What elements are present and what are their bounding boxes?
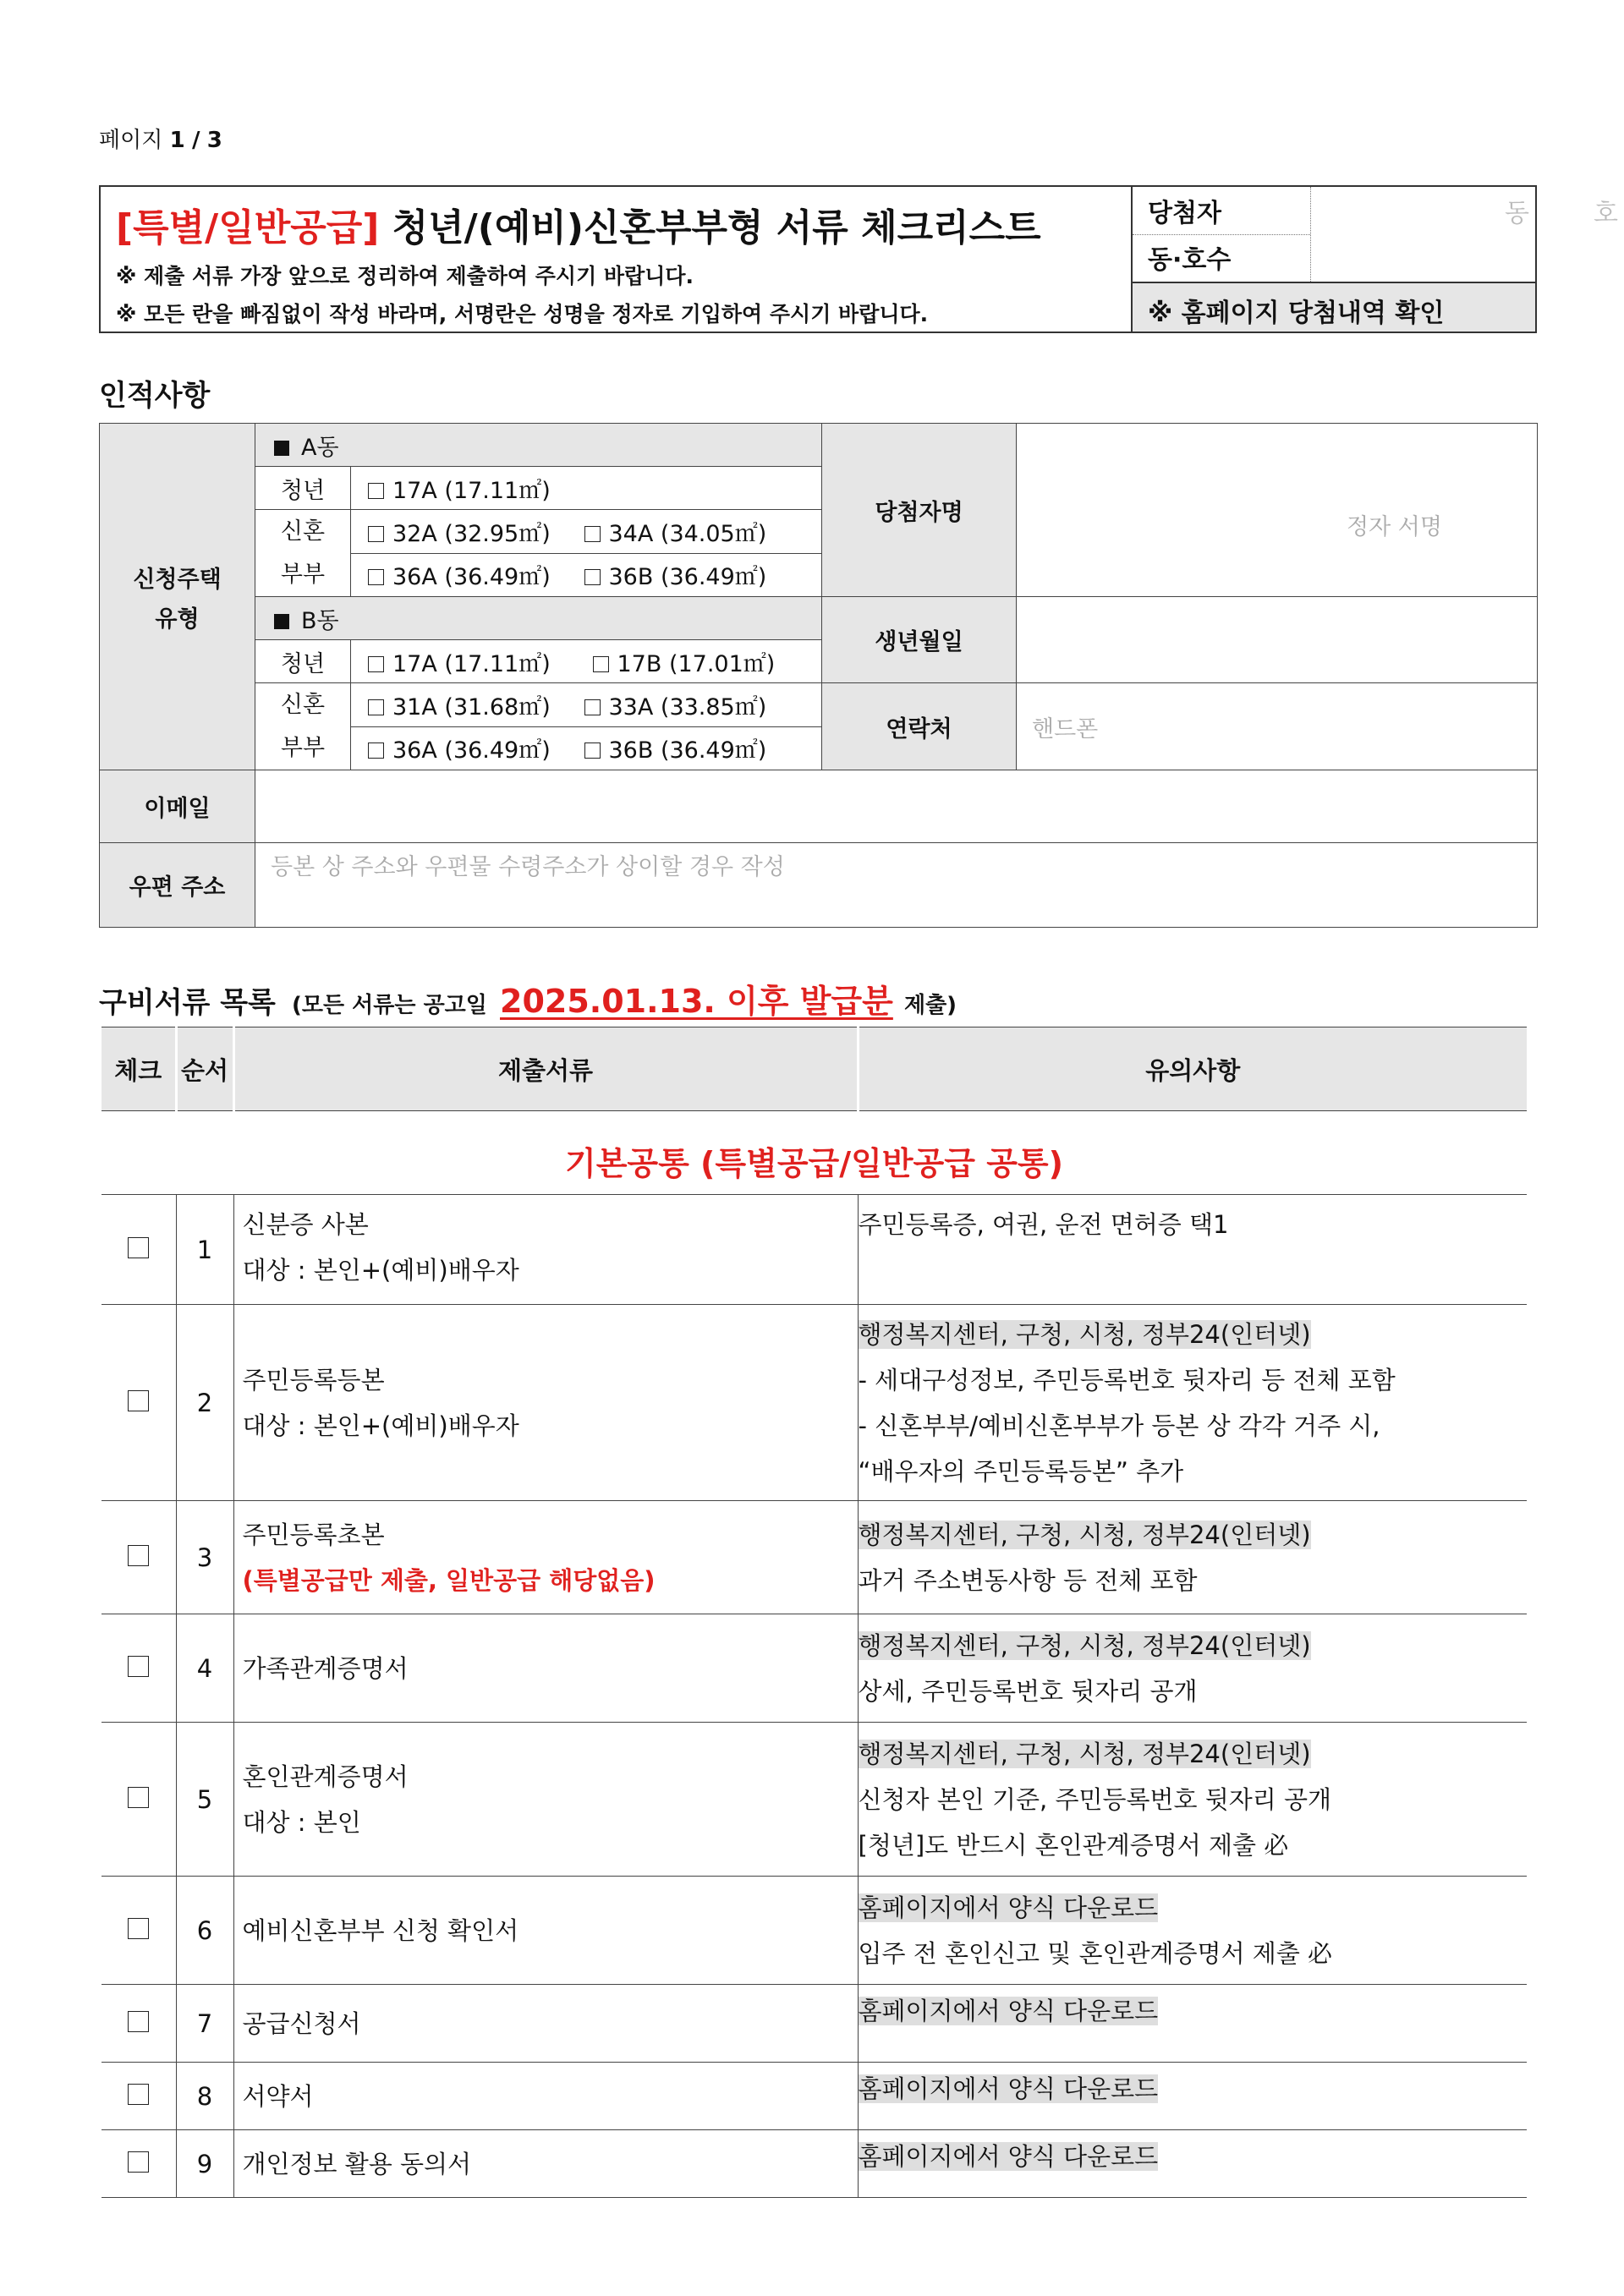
row-checkbox[interactable] xyxy=(102,2063,176,2130)
row-notes: 홈페이지에서 양식 다운로드 입주 전 혼인신고 및 혼인관계증명서 제출 必 xyxy=(858,1877,1527,1985)
table-row xyxy=(102,2130,1527,2198)
row-notes: 홈페이지에서 양식 다운로드 xyxy=(858,2130,1527,2198)
postal-label: 우편 주소 xyxy=(100,843,255,928)
filled-square-icon xyxy=(274,614,289,629)
row-document: 서약서 xyxy=(233,2063,858,2130)
row-number: 2 xyxy=(176,1305,233,1501)
checkbox-icon[interactable] xyxy=(128,1390,149,1411)
birth-label: 생년월일 xyxy=(822,597,1017,683)
checkbox-icon[interactable] xyxy=(368,569,384,585)
checkbox-icon[interactable] xyxy=(368,699,384,715)
row-notes: 행정복지센터, 구청, 시청, 정부24(인터넷) 신청자 본인 기준, 주민등록번호 뒷자리 공개 [청년]도 반드시 혼인관계증명서 제출 必 xyxy=(858,1723,1527,1877)
b-youth-label: 청년 xyxy=(255,640,351,683)
row-checkbox[interactable] xyxy=(102,1195,176,1305)
housing-type-label: 신청주택 유형 xyxy=(100,424,255,770)
checkbox-icon[interactable] xyxy=(368,483,384,499)
row-notes: 행정복지센터, 구청, 시청, 정부24(인터넷) - 세대구성정보, 주민등록번호 뒷자리 등 전체 포함 - 신혼부부/예비신혼부부가 등본 상 각각 거주 시, “배우자의 주민등록등본” 추가 xyxy=(858,1305,1527,1501)
contact-placeholder: 핸드폰 xyxy=(1032,715,1099,743)
table-row xyxy=(102,1723,1527,1877)
row-number: 3 xyxy=(176,1501,233,1614)
row-number: 8 xyxy=(176,2063,233,2130)
page-separator: / xyxy=(191,128,200,153)
row-document: 신분증 사본 대상 : 본인+(예비)배우자 xyxy=(233,1195,858,1305)
option-b-17a[interactable]: 17A (17.11㎡) xyxy=(351,640,584,683)
table-row xyxy=(102,2063,1527,2130)
table-row xyxy=(102,1195,1527,1305)
row-notes: 행정복지센터, 구청, 시청, 정부24(인터넷) 과거 주소변동사항 등 전체 포함 xyxy=(858,1501,1527,1614)
checkbox-icon[interactable] xyxy=(368,743,384,759)
row-document: 주민등록초본 (특별공급만 제출, 일반공급 해당없음) xyxy=(233,1501,858,1614)
personal-info-table xyxy=(99,423,1538,928)
row-notes: 홈페이지에서 양식 다운로드 xyxy=(858,2063,1527,2130)
homepage-note: ※ 홈페이지 당첨내역 확인 xyxy=(1133,282,1535,332)
winner-label: 당첨자 xyxy=(1133,187,1310,235)
header-note-1: ※ 제출 서류 가장 앞으로 정리하여 제출하여 주시기 바랍니다. xyxy=(116,264,694,288)
documents-subtitle-pre: (모든 서류는 공고일 xyxy=(292,993,487,1018)
checkbox-icon[interactable] xyxy=(584,699,601,715)
option-b-36b[interactable]: 36B (36.49㎡) xyxy=(584,726,822,770)
table-row xyxy=(102,1614,1527,1723)
documents-table xyxy=(102,1027,1527,2198)
a-building-header: A동 xyxy=(255,424,822,467)
option-a-17a[interactable]: 17A (17.11㎡) xyxy=(351,467,822,510)
issue-date-highlight: 2025.01.13. 이후 발급분 xyxy=(500,983,893,1020)
row-document: 혼인관계증명서 대상 : 본인 xyxy=(233,1723,858,1877)
table-row xyxy=(102,1305,1527,1501)
col-check-header: 체크 xyxy=(102,1027,176,1111)
col-order-header: 순서 xyxy=(176,1027,233,1111)
checkbox-icon[interactable] xyxy=(584,743,601,759)
winner-name-label: 당첨자명 xyxy=(822,424,1017,597)
documents-section-title: 구비서류 목록 xyxy=(99,986,276,1020)
row-checkbox[interactable] xyxy=(102,1723,176,1877)
winner-name-field[interactable] xyxy=(1017,424,1538,597)
checkbox-icon[interactable] xyxy=(584,526,601,542)
row-document: 가족관계증명서 xyxy=(233,1614,858,1723)
checkbox-icon[interactable] xyxy=(128,1656,149,1677)
title-main: 청년/(예비)신혼부부형 서류 체크리스트 xyxy=(392,206,1041,249)
documents-header-row xyxy=(102,1027,1527,1111)
page-current: 1 xyxy=(169,128,185,153)
row-number: 9 xyxy=(176,2130,233,2198)
row-document: 주민등록등본 대상 : 본인+(예비)배우자 xyxy=(233,1305,858,1501)
option-b-33a[interactable]: 33A (33.85㎡) xyxy=(584,683,822,727)
category-row xyxy=(102,1126,1527,1195)
option-b-36a[interactable]: 36A (36.49㎡) xyxy=(351,726,584,770)
row-number: 7 xyxy=(176,1985,233,2063)
row-document: 개인정보 활용 동의서 xyxy=(233,2130,858,2198)
page-label: 페이지 xyxy=(99,128,163,153)
header-box xyxy=(99,185,1618,333)
table-row xyxy=(102,1501,1527,1614)
signature-placeholder: 정자 서명 xyxy=(1347,514,1442,540)
option-b-31a[interactable]: 31A (31.68㎡) xyxy=(351,683,584,727)
checkbox-icon[interactable] xyxy=(593,656,609,672)
checkbox-icon[interactable] xyxy=(368,656,384,672)
table-row xyxy=(102,1877,1527,1985)
row-number: 6 xyxy=(176,1877,233,1985)
row-checkbox[interactable] xyxy=(102,1985,176,2063)
row-notes: 주민등록증, 여권, 운전 면허증 택1 xyxy=(858,1195,1527,1305)
unit-label: 동·호수 xyxy=(1148,245,1232,275)
page-indicator xyxy=(99,123,222,154)
checkbox-icon[interactable] xyxy=(128,1918,149,1939)
option-a-32a[interactable]: 32A (32.95㎡) xyxy=(351,510,584,554)
b-newlywed-label: 신혼 부부 xyxy=(255,683,351,770)
checkbox-icon[interactable] xyxy=(584,569,601,585)
header-title-area xyxy=(101,187,1133,332)
title-supply-type: [특별/일반공급] xyxy=(116,206,380,249)
row-number: 5 xyxy=(176,1723,233,1877)
b-building-header: B동 xyxy=(255,597,822,640)
category-title: 기본공통 (특별공급/일반공급 공통) xyxy=(102,1126,1527,1195)
dong-placeholder: 동 xyxy=(1505,199,1529,228)
option-a-36b[interactable]: 36B (36.49㎡) xyxy=(584,553,822,597)
email-label: 이메일 xyxy=(100,770,255,843)
row-number: 4 xyxy=(176,1614,233,1723)
checkbox-icon[interactable] xyxy=(128,2011,149,2032)
ho-placeholder: 호 xyxy=(1594,199,1618,228)
row-checkbox[interactable] xyxy=(102,1501,176,1614)
row-notes: 행정복지센터, 구청, 시청, 정부24(인터넷) 상세, 주민등록번호 뒷자리 공개 xyxy=(858,1614,1527,1723)
postal-field[interactable] xyxy=(255,843,1538,928)
row-document: 예비신혼부부 신청 확인서 xyxy=(233,1877,858,1985)
row-number: 1 xyxy=(176,1195,233,1305)
personal-section-title: 인적사항 xyxy=(99,379,211,413)
col-notes-header: 유의사항 xyxy=(858,1027,1527,1111)
row-checkbox[interactable] xyxy=(102,1614,176,1723)
col-document-header: 제출서류 xyxy=(233,1027,858,1111)
row-notes: 홈페이지에서 양식 다운로드 xyxy=(858,1985,1527,2063)
option-a-36a[interactable]: 36A (36.49㎡) xyxy=(351,553,584,597)
email-field[interactable] xyxy=(255,770,1538,843)
row-checkbox[interactable] xyxy=(102,1877,176,1985)
filled-square-icon xyxy=(274,441,289,456)
birth-field[interactable] xyxy=(1017,597,1538,683)
checkbox-icon[interactable] xyxy=(128,2084,149,2105)
table-row xyxy=(102,1985,1527,2063)
unit-input-field[interactable] xyxy=(1310,187,1535,282)
checkbox-icon[interactable] xyxy=(368,526,384,542)
page-total: 3 xyxy=(206,128,222,153)
checkbox-icon[interactable] xyxy=(128,1545,149,1566)
header-note-2: ※ 모든 란을 빠짐없이 작성 바라며, 서명란은 성명을 정자로 기입하여 주시기 바랍니다. xyxy=(116,302,929,326)
checkbox-icon[interactable] xyxy=(128,1237,149,1258)
row-document: 공급신청서 xyxy=(233,1985,858,2063)
contact-label: 연락처 xyxy=(822,683,1017,770)
documents-section-heading xyxy=(99,975,957,1022)
a-newlywed-label: 신혼 부부 xyxy=(255,510,351,597)
postal-placeholder: 등본 상 주소와 우편물 수령주소가 상이할 경우 작성 xyxy=(271,854,785,880)
row-checkbox[interactable] xyxy=(102,2130,176,2198)
option-a-34a[interactable]: 34A (34.05㎡) xyxy=(584,510,822,554)
option-b-17b[interactable]: 17B (17.01㎡) xyxy=(584,640,822,683)
a-youth-label: 청년 xyxy=(255,467,351,510)
checkbox-icon[interactable] xyxy=(128,2151,149,2173)
documents-subtitle-post: 제출) xyxy=(903,993,957,1018)
contact-field[interactable] xyxy=(1017,683,1538,770)
document-title xyxy=(116,197,1041,251)
checkbox-icon[interactable] xyxy=(128,1787,149,1808)
row-checkbox[interactable] xyxy=(102,1305,176,1501)
